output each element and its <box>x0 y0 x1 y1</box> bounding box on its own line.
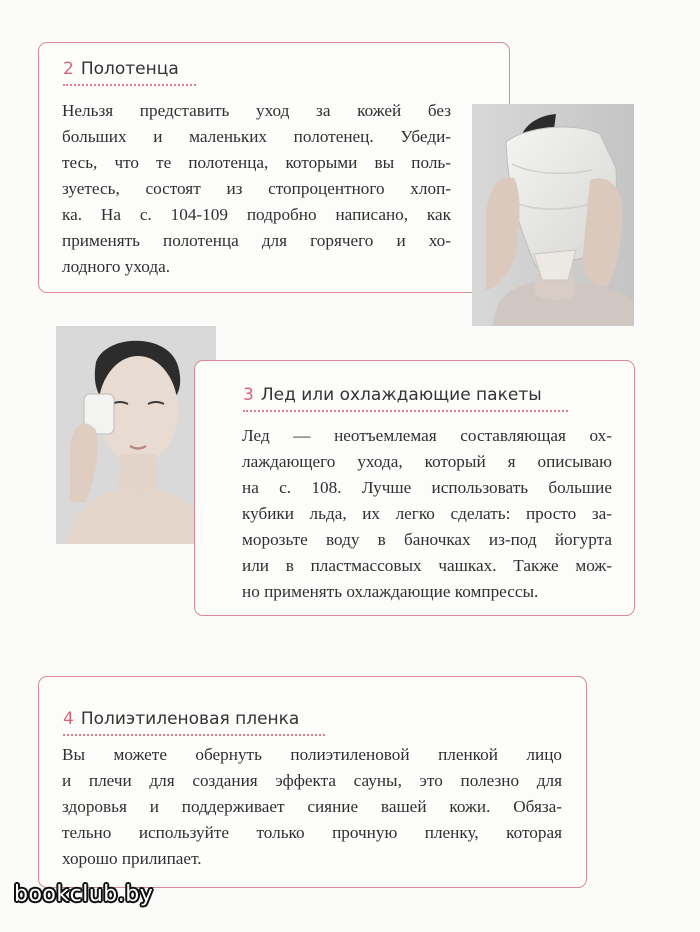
photo-towel-face <box>472 104 634 326</box>
text-line: Лед — неотъемлемая составляющая ох- <box>242 426 612 445</box>
text-line: Вы можете обернуть полиэтиленовой пленкой лицо <box>62 745 562 764</box>
text-line: хорошо прилипает. <box>62 849 202 868</box>
section-number: 3 <box>243 385 254 405</box>
photo-ice-pack <box>56 326 216 544</box>
site-watermark: bookclub.by <box>14 882 154 907</box>
text-line: зуетесь, состоят из стопроцентного хлоп- <box>62 179 451 198</box>
text-line: тельно используйте только прочную пленку, которая <box>62 823 562 842</box>
section-number: 2 <box>63 59 74 79</box>
ice-pack-illustration <box>56 326 216 544</box>
section-title-text: Лед или охлаждающие пакеты <box>260 385 542 405</box>
title-dotted-underline <box>243 410 568 412</box>
section-number: 4 <box>63 709 74 729</box>
text-line: лодного ухода. <box>62 257 171 276</box>
title-dotted-underline <box>63 84 196 86</box>
section-body-ice <box>242 423 612 605</box>
text-line: или в пластмассовых чашках. Также мож- <box>242 556 612 575</box>
towel-face-illustration <box>472 104 634 326</box>
text-line: на с. 108. Лучше использовать большие <box>242 478 612 497</box>
section-card-ice <box>194 360 635 616</box>
text-line: применять полотенца для горячего и хо- <box>62 231 451 250</box>
section-title-text: Полотенца <box>80 59 179 79</box>
text-line: кубики льда, их легко сделать: просто за- <box>242 504 612 523</box>
section-title-ice <box>243 385 542 405</box>
section-title-film <box>63 709 299 729</box>
section-card-towels <box>38 42 510 293</box>
text-line: тесь, что те полотенца, которыми вы поль- <box>62 153 451 172</box>
section-body-film <box>62 742 562 872</box>
text-line: и плечи для создания эффекта сауны, это полезно для <box>62 771 562 790</box>
section-body-towels <box>62 98 451 280</box>
text-line: больших и маленьких полотенец. Убеди- <box>62 127 451 146</box>
text-line: здоровья и поддерживает сияние вашей кожи. Обяза- <box>62 797 562 816</box>
text-line: Нельзя представить уход за кожей без <box>62 101 451 120</box>
text-line: лаждающего ухода, который я описываю <box>242 452 612 471</box>
section-title-towels <box>63 59 179 79</box>
text-line: но применять охлаждающие компрессы. <box>242 582 539 601</box>
title-dotted-underline <box>63 734 325 736</box>
text-line: морозьте воду в баночках из-под йогурта <box>242 530 612 549</box>
section-title-text: Полиэтиленовая пленка <box>80 709 300 729</box>
section-card-film <box>38 676 587 888</box>
text-line: ка. На с. 104-109 подробно написано, как <box>62 205 451 224</box>
